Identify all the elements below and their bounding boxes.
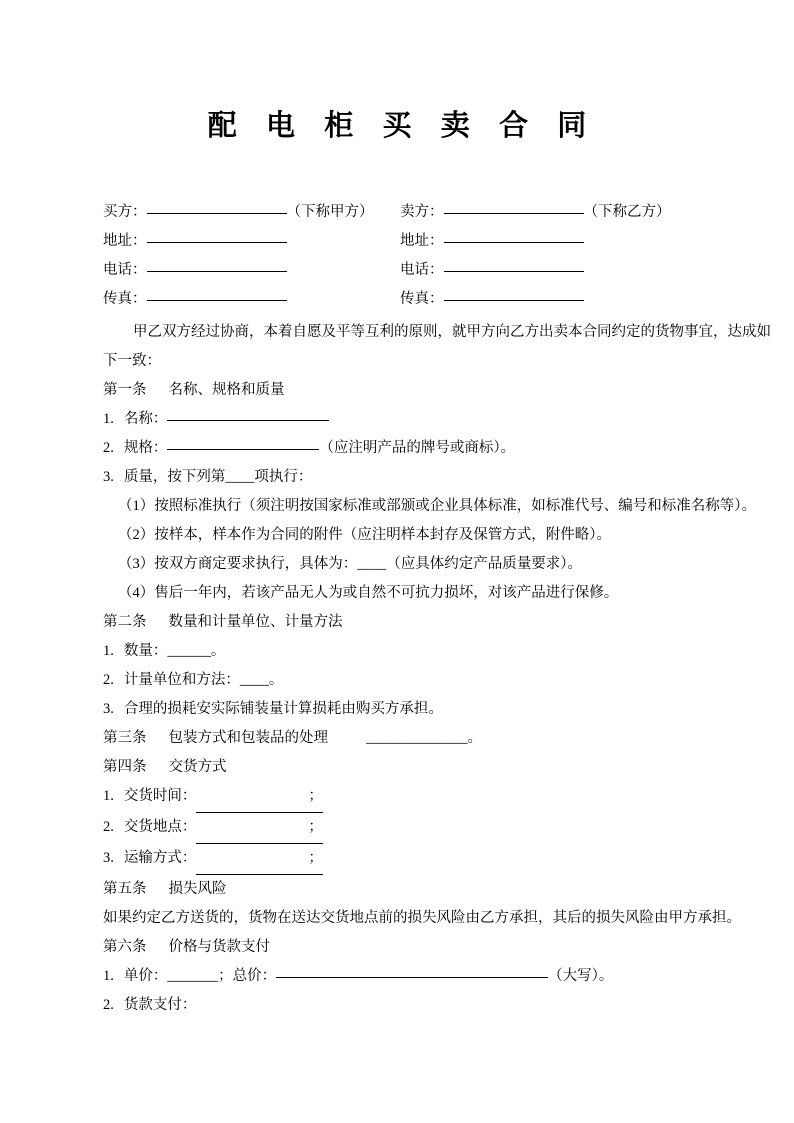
item-number: 1. — [103, 968, 114, 984]
seller-address-blank[interactable] — [444, 231, 584, 243]
item-number: 1. — [103, 788, 114, 804]
article-6-number: 第六条 — [103, 939, 147, 955]
seller-address-label: 地址： — [400, 233, 444, 249]
buyer-address-blank[interactable] — [147, 231, 287, 243]
item-number: 3. — [103, 701, 114, 717]
item-text-pre: 单价： — [123, 968, 168, 984]
quality-detail-blank[interactable]: ____ — [357, 556, 387, 572]
item-text-post: （大写）。 — [548, 968, 614, 984]
item-number: 2. — [103, 997, 114, 1013]
article-4-heading — [62, 753, 734, 782]
item-number: 1. — [103, 643, 114, 659]
item-number: 3. — [103, 850, 114, 866]
buyer-phone-blank[interactable] — [147, 260, 287, 272]
article-2-number: 第二条 — [103, 614, 147, 630]
article-3-post: 。 — [467, 730, 482, 746]
item-text-post: 。 — [210, 643, 226, 659]
item-text-pre: 数量： — [123, 643, 168, 659]
article-1-item-2 — [62, 434, 734, 463]
article-2-heading — [62, 608, 734, 637]
article-1-sub-1: （1）按照标准执行（须注明按国家标准或部颁或企业具体标准，如标准代号、编号和标准名称等）。 — [118, 498, 756, 514]
article-5-text: 如果约定乙方送货的，货物在送达交货地点前的损失风险由乙方承担，其后的损失风险由甲方承担。 — [103, 910, 741, 926]
product-name-blank[interactable] — [167, 408, 329, 421]
article-4-item-3 — [62, 844, 734, 875]
article-1-sub-3 — [62, 550, 734, 579]
seller-phone-blank[interactable] — [444, 260, 584, 272]
page-title: 配 电 柜 买 卖 合 同 — [207, 110, 598, 142]
article-4-item-1 — [62, 782, 734, 813]
item-number: 2. — [103, 440, 114, 456]
article-1-heading — [62, 376, 734, 405]
article-3-heading — [62, 724, 734, 753]
buyer-phone-label: 电话： — [103, 262, 147, 278]
delivery-time-blank[interactable]: ； — [196, 782, 323, 813]
article-4-number: 第四条 — [103, 759, 147, 775]
document-body — [62, 318, 771, 1020]
buyer-address-label: 地址： — [103, 233, 147, 249]
sub-text-post: （应具体约定产品质量要求）。 — [386, 556, 582, 572]
buyer-field — [103, 198, 374, 227]
item-label: 规格： — [123, 440, 168, 456]
seller-phone-field — [400, 256, 584, 285]
quality-option-blank[interactable]: ____ — [225, 469, 255, 485]
item-number: 2. — [103, 672, 114, 688]
seller-fax-label: 传真： — [400, 291, 444, 307]
item-number: 3. — [103, 469, 114, 485]
buyer-fax-label: 传真： — [103, 291, 147, 307]
buyer-fax-blank[interactable] — [147, 289, 287, 301]
item-label: 交货时间： — [123, 788, 197, 804]
article-3-number: 第三条 — [103, 730, 147, 746]
item-text-pre: 计量单位和方法： — [123, 672, 240, 688]
party-row-phone — [103, 256, 723, 285]
buyer-fax-field — [103, 285, 287, 314]
article-1-sub-4: （4）售后一年内，若该产品无人为或自然不可抗力损坏，对该产品进行保修。 — [118, 585, 619, 601]
product-spec-blank[interactable] — [167, 437, 319, 450]
article-6-heading — [62, 933, 734, 962]
article-1-sub-2: （2）按样本，样本作为合同的附件（应注明样本封存及保管方式，附件略）。 — [118, 527, 611, 543]
item-text-pre: 质量，按下列第 — [123, 469, 226, 485]
article-5-number: 第五条 — [103, 881, 147, 897]
item-text-post: 项执行： — [254, 469, 313, 485]
article-2-title: 数量和计量单位、计量方法 — [168, 614, 343, 630]
sub-text-pre: （3）按双方商定要求执行，具体为： — [118, 556, 358, 572]
party-row-address — [103, 227, 723, 256]
seller-label: 卖方： — [400, 204, 444, 220]
seller-note: （下称乙方） — [583, 204, 671, 220]
packaging-blank[interactable]: ______________ — [366, 730, 468, 746]
article-2-item-3 — [62, 695, 734, 724]
item-label: 运输方式： — [123, 850, 197, 866]
item-label: 交货地点： — [123, 819, 197, 835]
seller-address-field — [400, 227, 584, 256]
article-6-item-2 — [62, 991, 734, 1020]
seller-field — [400, 198, 671, 227]
article-2-item-1 — [62, 637, 734, 666]
article-1-item-3 — [62, 463, 734, 492]
article-4-title: 交货方式 — [168, 759, 227, 775]
article-1-title: 名称、规格和质量 — [168, 382, 285, 398]
article-5-heading — [62, 875, 734, 904]
unit-price-blank[interactable]: _______ — [167, 968, 219, 984]
preamble-paragraph: 甲乙双方经过协商，本着自愿及平等互利的原则，就甲方向乙方出卖本合同约定的货物事宜，达成如下一致： — [103, 324, 771, 369]
buyer-label: 买方： — [103, 204, 147, 220]
item-text-mid: ；总价： — [218, 968, 277, 984]
article-3-title: 包装方式和包装品的处理 — [168, 730, 328, 746]
article-5-title: 损失风险 — [168, 881, 227, 897]
transport-mode-blank[interactable]: ； — [196, 844, 323, 875]
article-6-item-1 — [62, 962, 734, 991]
item-text: 合理的损耗安实际铺装量计算损耗由购买方承担。 — [123, 701, 443, 717]
buyer-phone-field — [103, 256, 287, 285]
article-2-item-2 — [62, 666, 734, 695]
total-price-blank[interactable] — [276, 965, 548, 978]
item-number: 1. — [103, 411, 114, 427]
party-information-block — [103, 198, 723, 314]
seller-phone-label: 电话： — [400, 262, 444, 278]
item-number: 2. — [103, 819, 114, 835]
seller-fax-field — [400, 285, 584, 314]
buyer-address-field — [103, 227, 287, 256]
item-note: （应注明产品的牌号或商标）。 — [319, 440, 516, 456]
item-text: 货款支付： — [123, 997, 197, 1013]
measurement-unit-blank[interactable]: ____ — [239, 672, 269, 688]
item-text-post: 。 — [268, 672, 284, 688]
seller-fax-blank[interactable] — [444, 289, 584, 301]
article-1-item-1 — [62, 405, 734, 434]
article-1-number: 第一条 — [103, 382, 147, 398]
delivery-place-blank[interactable]: ； — [196, 813, 323, 844]
article-6-title: 价格与货款支付 — [168, 939, 270, 955]
buyer-note: （下称甲方） — [286, 204, 374, 220]
buyer-blank[interactable] — [147, 202, 287, 214]
party-row-buyer-seller — [103, 198, 723, 227]
article-4-item-2 — [62, 813, 734, 844]
quantity-blank[interactable]: ______ — [167, 643, 211, 659]
item-label: 名称： — [123, 411, 168, 427]
seller-blank[interactable] — [444, 202, 584, 214]
party-row-fax — [103, 285, 723, 314]
